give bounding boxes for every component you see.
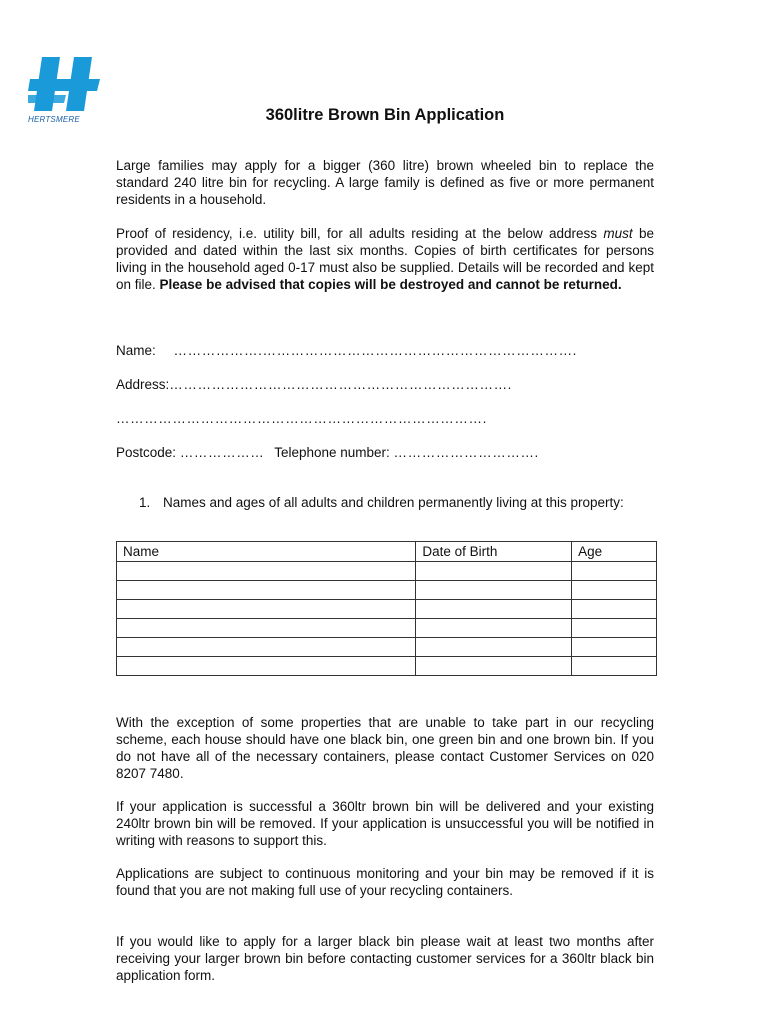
cell-date-of-birth[interactable]: [416, 619, 572, 638]
cell-date-of-birth[interactable]: [416, 562, 572, 581]
address-line-2-dots: …………………………………………………………………….: [116, 411, 487, 426]
proof-text-start: Proof of residency, i.e. utility bill, for all adults residing at the below address: [116, 226, 604, 241]
cell-name[interactable]: [117, 581, 416, 600]
exception-paragraph: With the exception of some properties that are unable to take part in our recycling scheme, each house should have one black bin, one green bin and one brown bin. If you do not have all of the necessary containers, please contact Customer Services on 020 8207 7480.: [116, 715, 654, 781]
cell-age[interactable]: [572, 562, 657, 581]
cell-name[interactable]: [117, 562, 416, 581]
address-label: Address:: [116, 377, 170, 392]
cell-age[interactable]: [572, 600, 657, 619]
cell-name[interactable]: [117, 638, 416, 657]
proof-paragraph: [116, 225, 654, 293]
proof-warning: Please be advised that copies will be destroyed and cannot be returned.: [159, 277, 622, 292]
name-label: Name:: [116, 343, 156, 358]
cell-age[interactable]: [572, 657, 657, 676]
table-row: [117, 600, 657, 619]
cell-name[interactable]: [117, 619, 416, 638]
postcode-label: Postcode:: [116, 445, 177, 460]
table-row: [117, 562, 657, 581]
table-header-row: [117, 542, 657, 562]
table-row: [117, 638, 657, 657]
cell-age[interactable]: [572, 619, 657, 638]
telephone-label: Telephone number:: [274, 445, 390, 460]
cell-date-of-birth[interactable]: [416, 638, 572, 657]
cell-age[interactable]: [572, 581, 657, 600]
cell-age[interactable]: [572, 638, 657, 657]
address-field[interactable]: [116, 376, 512, 393]
residents-table: [116, 541, 657, 676]
telephone-dots: ………………………….: [393, 445, 539, 460]
proof-text-mid: be provided and dated within the last six months. Copies of birth certificates for persons living in the household aged 0-17 must also be supplied. Details will be recorded and kept on file.: [116, 226, 654, 292]
monitoring-paragraph: Applications are subject to continuous monitoring and your bin may be removed if it is found that you are not making full use of your recycling containers.: [116, 866, 654, 898]
question-number: 1.: [139, 495, 151, 510]
table-row: [117, 657, 657, 676]
page-title: 360litre Brown Bin Application: [265, 106, 505, 124]
cell-name[interactable]: [117, 657, 416, 676]
table-row: [117, 581, 657, 600]
cell-date-of-birth[interactable]: [416, 600, 572, 619]
black-bin-paragraph: If you would like to apply for a larger black bin please wait at least two months after receiving your larger brown bin before contacting customer services for a 360ltr black bin application form.: [116, 934, 654, 983]
cell-date-of-birth[interactable]: [416, 581, 572, 600]
telephone-field[interactable]: [274, 445, 539, 460]
logo-wordmark: HERTSMERE: [28, 115, 80, 124]
header-age: Age: [572, 542, 657, 562]
name-dots: ……………….………………………………………………………….: [173, 343, 578, 358]
header-date-of-birth: Date of Birth: [416, 542, 572, 562]
address-line-2[interactable]: [116, 410, 487, 427]
postcode-field[interactable]: [116, 445, 264, 460]
postcode-telephone-row: [116, 444, 539, 461]
question-text: Names and ages of all adults and children permanently living at this property:: [163, 495, 624, 510]
proof-must: must: [603, 226, 633, 241]
address-dots: ……………………………………………………………….: [169, 377, 513, 392]
hertsmere-logo-mark: [28, 55, 102, 113]
cell-date-of-birth[interactable]: [416, 657, 572, 676]
name-field[interactable]: [116, 342, 577, 359]
table-row: [117, 619, 657, 638]
postcode-dots: ………………: [179, 445, 265, 460]
header-name: Name: [117, 542, 416, 562]
successful-paragraph: If your application is successful a 360ltr brown bin will be delivered and your existing 240ltr brown bin will be removed. If your application is unsuccessful you will be notified in writing with reasons to support this.: [116, 799, 654, 848]
cell-name[interactable]: [117, 600, 416, 619]
intro-paragraph: Large families may apply for a bigger (360 litre) brown wheeled bin to replace the standard 240 litre bin for recycling. A large family is defined as five or more permanent residents in a household.: [116, 158, 654, 207]
